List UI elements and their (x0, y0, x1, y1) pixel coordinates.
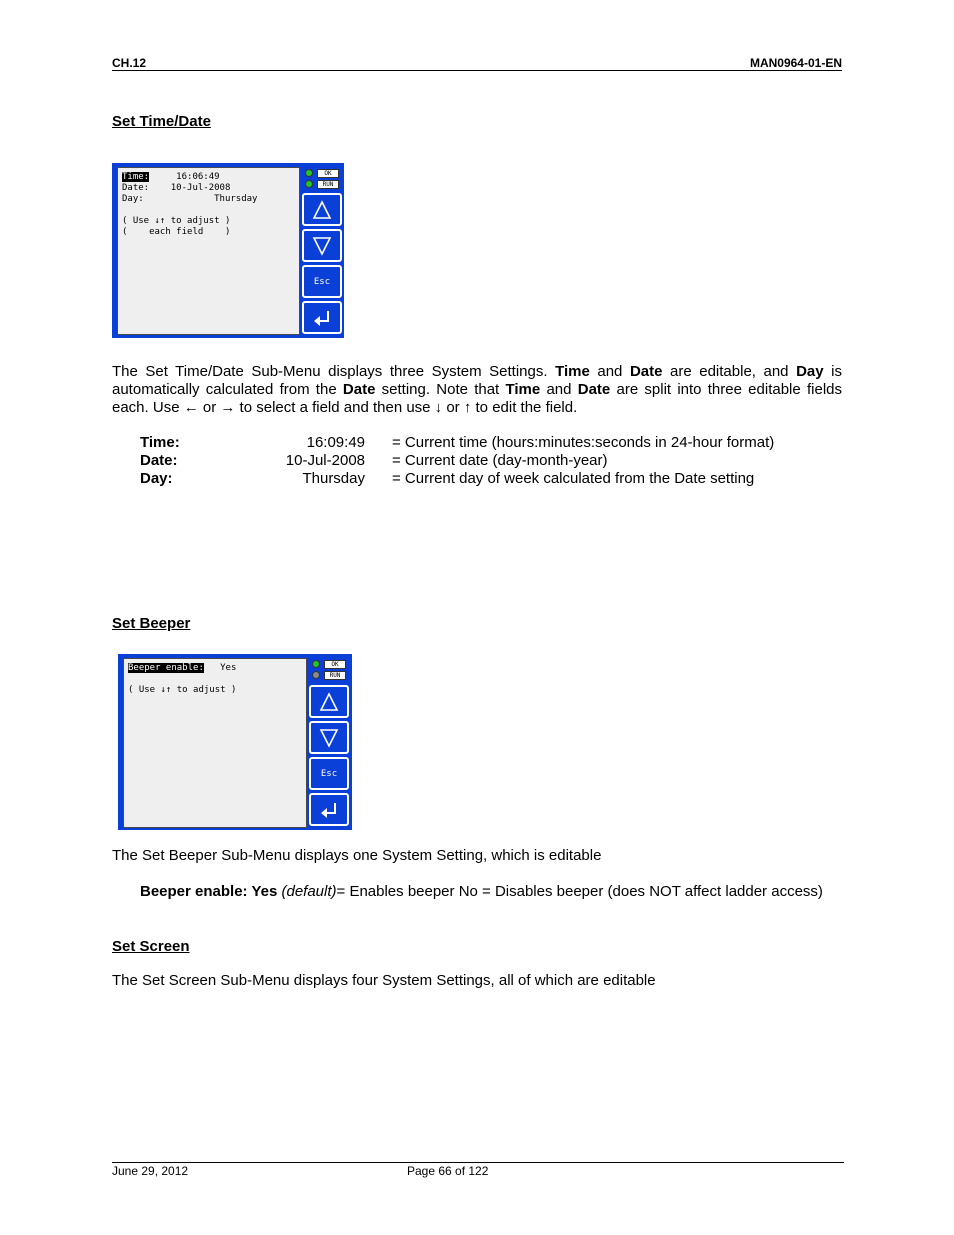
up-key-button[interactable] (302, 193, 342, 226)
lcd-line-beeper: Beeper enable: Yes (128, 663, 237, 673)
lcd-line-hint-2: ( each field ) (122, 227, 231, 237)
ok-led-label: OK (317, 169, 339, 178)
ok-led-label: OK (324, 660, 346, 669)
footer-date: June 29, 2012 (112, 1164, 189, 1178)
down-key-button[interactable] (309, 721, 349, 754)
down-arrow-icon (319, 728, 339, 748)
run-led-icon (312, 671, 320, 679)
enter-key-button[interactable] (302, 301, 342, 334)
enter-key-button[interactable] (309, 793, 349, 826)
up-arrow-icon (319, 692, 339, 712)
run-led-icon (305, 180, 313, 188)
section-title-time-date: Set Time/Date (112, 113, 211, 130)
up-key-button[interactable] (309, 685, 349, 718)
beeper-description: The Set Beeper Sub-Menu displays one System Setting, which is editable (112, 847, 602, 864)
run-led-label: RUN (324, 671, 346, 680)
device-screenshot-time-date (112, 163, 344, 338)
esc-key-label: Esc (313, 276, 331, 287)
footer-rule (112, 1162, 844, 1163)
lcd-line-date: Date: 10-Jul-2008 (122, 183, 231, 193)
status-leds (311, 659, 349, 683)
enter-icon (319, 801, 339, 819)
lcd-line-time: Time: 16:06:49 (122, 172, 220, 182)
screen-description: The Set Screen Sub-Menu displays four System Settings, all of which are editable (112, 972, 656, 989)
ok-led-icon (305, 169, 313, 177)
lcd-screen (123, 658, 307, 828)
setting-row-date: Date: 10-Jul-2008 = Current date (day-month-year) (140, 452, 608, 469)
esc-key-label: Esc (320, 768, 338, 779)
enter-icon (312, 309, 332, 327)
setting-row-time: Time: 16:09:49 = Current time (hours:minutes:seconds in 24-hour format) (140, 434, 775, 451)
footer-page-number: Page 66 of 122 (407, 1164, 489, 1178)
lcd-line-hint: ( Use ↓↑ to adjust ) (122, 216, 231, 226)
esc-key-button[interactable] (309, 757, 349, 790)
lcd-line-hint: ( Use ↓↑ to adjust ) (128, 685, 237, 695)
down-arrow-icon (312, 236, 332, 256)
device-screenshot-beeper (118, 654, 352, 830)
section-title-screen: Set Screen (112, 938, 190, 955)
setting-row-day: Day: Thursday = Current day of week calculated from the Date setting (140, 470, 755, 487)
section-title-beeper: Set Beeper (112, 615, 191, 632)
time-date-description: The Set Time/Date Sub-Menu displays three System Settings. Time and Date are editable, and Day is automatically calculated from the Date setting. Note that Time and Date are split into three editable fields each. Use ← or → to select a field and then use ↓ or ↑ to edit the field. (112, 363, 842, 416)
down-key-button[interactable] (302, 229, 342, 262)
beeper-setting-description: Beeper enable: Yes (default)= Enables beeper No = Disables beeper (does NOT affect ladder access) (140, 883, 823, 900)
ok-led-icon (312, 660, 320, 668)
lcd-screen (117, 167, 300, 335)
header-rule (112, 70, 842, 71)
run-led-label: RUN (317, 180, 339, 189)
lcd-line-day: Day: Thursday (122, 194, 258, 204)
header-chapter: CH.12 (112, 56, 147, 70)
status-leds (304, 168, 342, 192)
header-doc-number: MAN0964-01-EN (749, 56, 842, 70)
esc-key-button[interactable] (302, 265, 342, 298)
up-arrow-icon (312, 200, 332, 220)
